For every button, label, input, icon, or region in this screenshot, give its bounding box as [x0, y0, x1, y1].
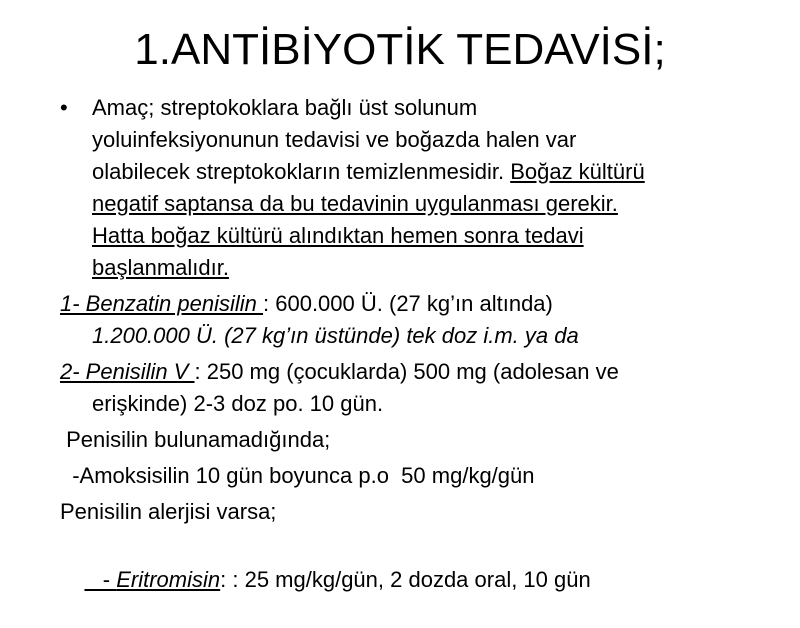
item1-text: : 600.000 Ü. (27 kg’ın altında) — [263, 291, 553, 316]
bullet-paragraph — [60, 92, 780, 284]
bullet-underlined-1: Boğaz kültürü — [510, 159, 645, 184]
slide-content — [60, 92, 780, 628]
bullet-underlined-3: Hatta boğaz kültürü alındıktan hemen sonra tedavi — [92, 223, 584, 248]
item1-cont: 1.200.000 Ü. (27 kg’ın üstünde) tek doz i.m. ya da — [92, 323, 579, 348]
bullet-line-3-text: olabilecek streptokokların temizlenmesidir. — [92, 159, 511, 184]
item3-text: : : 25 mg/kg/gün, 2 dozda oral, 10 gün — [220, 567, 591, 592]
bullet-line-1: Amaç; streptokoklara bağlı üst solunum — [92, 95, 478, 120]
eritromisin-line — [60, 532, 780, 628]
item1-name: 1- Benzatin penisilin — [60, 291, 264, 316]
alerji-line: Penisilin alerjisi varsa; — [60, 499, 277, 524]
item3-name: Eritromisin — [116, 567, 221, 592]
penisilin-bulunamadiginda: Penisilin bulunamadığında; — [60, 427, 331, 452]
bullet-icon: • — [60, 95, 68, 120]
item1-line — [60, 288, 780, 320]
bullet-line-3 — [92, 156, 780, 188]
bullet-line-2: yoluinfeksiyonunun tedavisi ve boğazda halen var — [92, 127, 577, 152]
item3-prefix: - — [84, 567, 117, 592]
bullet-underlined-2: negatif saptansa da bu tedavinin uygulanması gerekir. — [92, 191, 618, 216]
item2-name: 2- Penisilin V — [60, 359, 195, 384]
bullet-underlined-4: başlanmalıdır. — [92, 255, 229, 280]
item-penisilin-v — [60, 356, 780, 420]
item-benzatin-penisilin — [60, 288, 780, 352]
item2-line — [60, 356, 780, 388]
slide-title: 1.ANTİBİYOTİK TEDAVİSİ; — [134, 25, 666, 74]
item2-text: : 250 mg (çocuklarda) 500 mg (adolesan ve — [194, 359, 619, 384]
amoksisilin-line: -Amoksisilin 10 gün boyunca p.o 50 mg/kg/gün — [60, 463, 535, 488]
item2-cont: erişkinde) 2-3 doz po. 10 gün. — [92, 391, 384, 416]
